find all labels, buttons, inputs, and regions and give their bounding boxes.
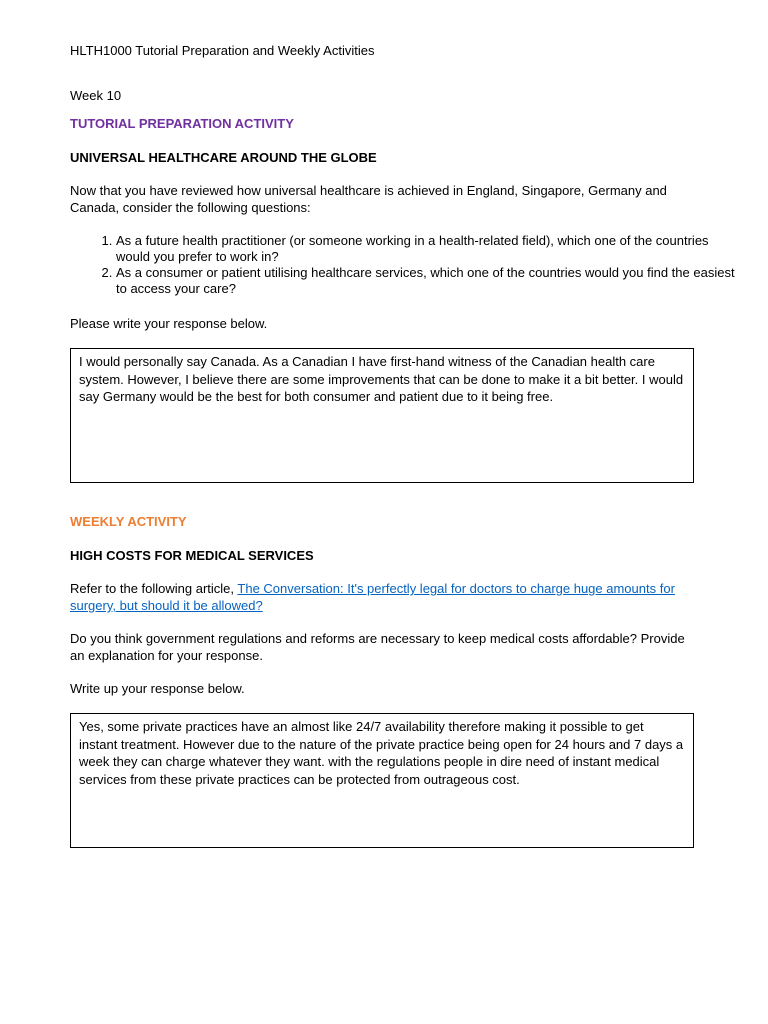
tutorial-subheading: UNIVERSAL HEALTHCARE AROUND THE GLOBE	[70, 150, 377, 165]
document-title: HLTH1000 Tutorial Preparation and Weekly Activities	[70, 43, 375, 58]
tutorial-intro: Now that you have reviewed how universal healthcare is achieved in England, Singapore, Germany and Canada, consider the following questions:	[70, 183, 667, 215]
tutorial-response-text: I would personally say Canada. As a Canadian I have first-hand witness of the Canadian health care system. However, I believe there are some improvements that can be done to make it a bit better. I would say Germany would be the best for both consumer and patient due to it being free.	[79, 354, 684, 404]
weekly-subheading: HIGH COSTS FOR MEDICAL SERVICES	[70, 548, 314, 563]
weekly-question: Do you think government regulations and reforms are necessary to keep medical costs affordable? Provide an explanation for your response.	[70, 631, 685, 663]
weekly-response-box[interactable]	[70, 713, 694, 848]
tutorial-response-box[interactable]	[70, 348, 694, 483]
article-reference-prefix: Refer to the following article,	[70, 581, 238, 596]
question-item: 2. As a consumer or patient utilising healthcare services, which one of the countries would you find the easiest to access your care?	[116, 265, 742, 297]
article-reference	[70, 580, 696, 614]
tutorial-heading: TUTORIAL PREPARATION ACTIVITY	[70, 116, 294, 131]
question-list	[70, 233, 742, 297]
weekly-response-text: Yes, some private practices have an almost like 24/7 availability therefore making it possible to get instant treatment. However due to the nature of the private practice being open for 24 hours and 7 days a week they can charge whatever they want. with the regulations people in dire need of instant medical services from these private practices can be protected from outrageous cost.	[79, 719, 684, 787]
weekly-heading: WEEKLY ACTIVITY	[70, 514, 187, 529]
article-link[interactable]: The Conversation: It's perfectly legal for doctors to charge huge amounts for surgery, but should it be allowed?	[70, 581, 675, 613]
weekly-prompt: Write up your response below.	[70, 681, 245, 696]
tutorial-prompt: Please write your response below.	[70, 316, 268, 331]
week-label: Week 10	[70, 88, 122, 103]
question-item: 1. As a future health practitioner (or someone working in a health-related field), which one of the countries would you prefer to work in?	[116, 233, 742, 265]
